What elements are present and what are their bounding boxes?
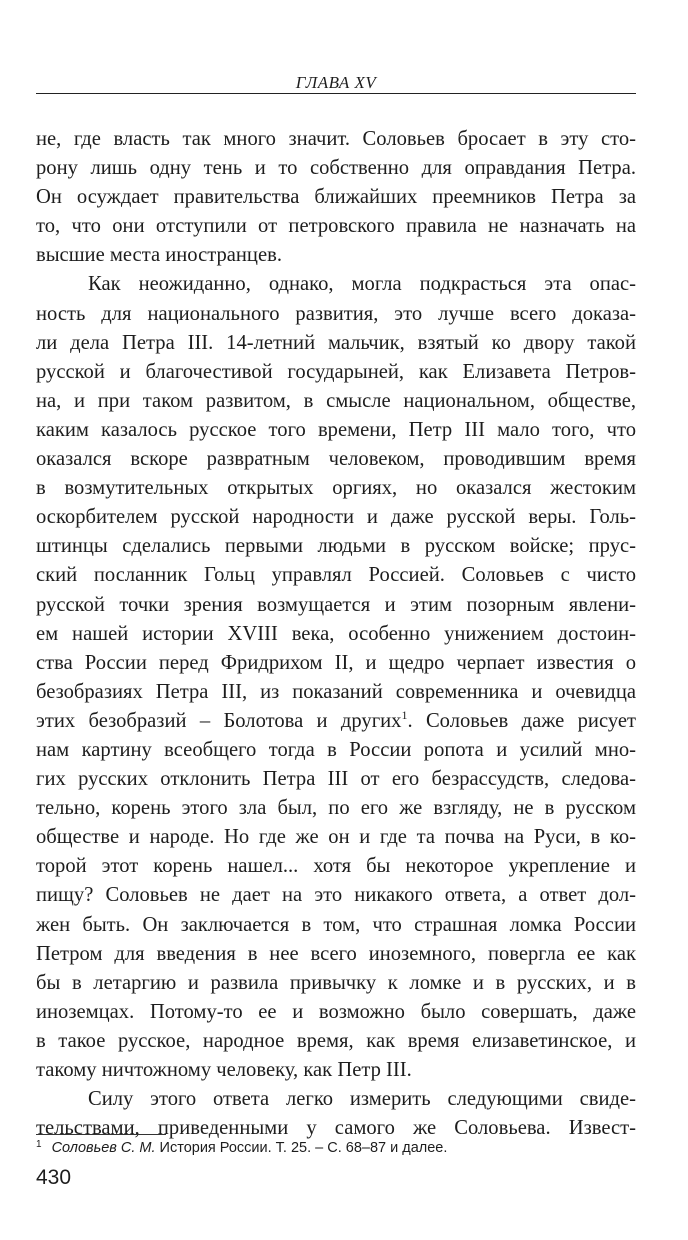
text-line: иноземцах. Потому-то ее и возможно было совершать, даже [36,1000,636,1023]
text-line: то, что они отступили от петровского правила не назначать на [36,215,636,238]
text-line: штинцы сделались первыми людьми в русском войске; прус- [36,535,636,558]
text-line: оскорбителем русской народности и даже русской веры. Голь- [36,506,636,529]
text-line: русской точки зрения возмущается и этим позорным явлени- [36,593,636,616]
text-line: ем нашей истории XVIII века, особенно унижением достоин- [36,622,636,645]
text-line: гих русских отклонить Петра III от его безрассудств, следова- [36,768,636,791]
text-line: тельствами, приведенными у самого же Соловьева. Извест- [36,1117,636,1140]
text-line: такому ничтожному человеку, как Петр III. [36,1059,412,1081]
header-rule [36,93,636,94]
text-line: высшие места иностранцев. [36,244,282,267]
page-number: 430 [36,1166,72,1189]
footnote-reference: 1 [401,707,408,722]
footnote-text: История России. Т. 25. – С. 68–87 и далее. [155,1140,448,1156]
text-line: ли дела Петра III. 14-летний мальчик, взятый ко двору такой [36,331,636,354]
running-head: ГЛАВА XV [295,73,377,92]
text-line: Он осуждает правительства ближайших преемников Петра за [36,186,636,209]
text-line: на, и при таком развитом, в смысле национальном, обществе, [36,389,636,412]
text-line: пищу? Соловьев не дает на это никакого ответа, а ответ дол- [36,884,636,907]
text-line: Как неожиданно, однако, могла подкрасться эта опас- [88,273,636,296]
text-line: ский посланник Гольц управлял Россией. Соловьев с чисто [36,564,636,587]
text-line: в возмутительных открытых оргиях, но оказался жестоким [36,477,636,500]
text-line: обществе и народе. Но где же он и где та почва на Руси, в ко- [36,826,636,849]
text-line: оказался вскоре развратным человеком, проводившим время [36,448,636,471]
text-line: ность для национального развития, это лучше всего доказа- [36,302,636,325]
footnote-rule [36,1134,166,1135]
text-line: рону лишь одну тень и то собственно для оправдания Петра. [36,157,636,180]
footnote-author: Соловьев С. М. [51,1140,156,1156]
text-line: безобразиях Петра III, из показаний современника и очевидца [36,680,636,703]
text-line: нам картину всеобщего тогда в России ропота и усилий мно- [36,738,636,761]
footnote [36,1138,636,1158]
text-line: тельно, корень этого зла был, по его же взгляду, не в русском [36,797,636,820]
text-line: Силу этого ответа легко измерить следующими свиде- [88,1088,636,1111]
text-line: русской и благочестивой государыней, как Елизавета Петров- [36,360,636,383]
text-line: в такое русское, народное время, как время елизаветинское, и [36,1029,636,1052]
text-line: торой этот корень нашел... хотя бы некоторое укрепление и [36,855,636,878]
text-line: Петром для введения в нее всего иноземного, повергла ее как [36,942,636,965]
text-line: ства России перед Фридрихом II, и щедро черпает известия о [36,651,636,674]
text-line: каким казалось русское того времени, Петр III мало того, что [36,418,636,441]
text-segment: . Соловьев даже рисует [407,709,636,732]
text-segment: этих безобразий – Болотова и других [36,709,402,732]
text-line-with-footnote [36,707,636,736]
main-text [36,125,636,1143]
text-line: бы в летаргию и развила привычку к ломке и в русских, и в [36,971,636,994]
text-line: жен быть. Он заключается в том, что страшная ломка России [36,913,636,936]
text-line: не, где власть так много значит. Соловьев бросает в эту сто- [36,128,636,150]
footnote-mark: 1 [36,1139,42,1150]
